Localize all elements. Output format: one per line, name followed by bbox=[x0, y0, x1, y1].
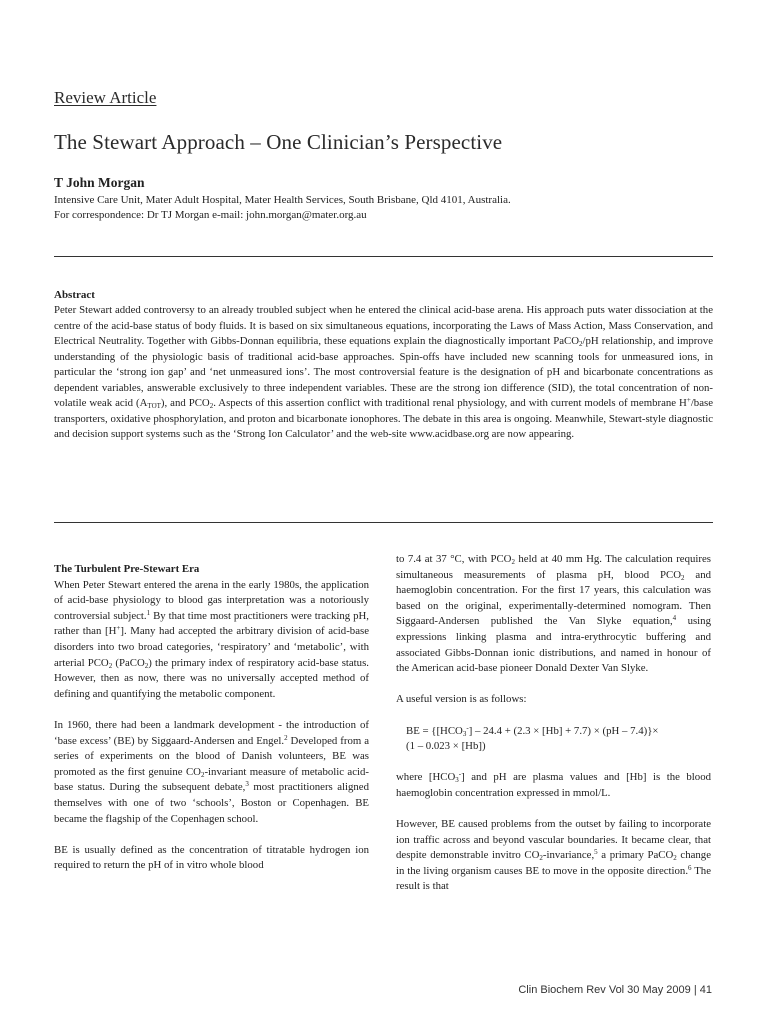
citation-ref: 5 bbox=[594, 848, 598, 857]
text-run: By that time most practitioners were tracking pH, rather than [H bbox=[54, 609, 370, 638]
equation-part: (1 – 0.023 × [Hb]) bbox=[406, 740, 486, 753]
text-run: held at 40 mm Hg. The calculation requires simultaneous measurements of plasma pH, blood PCO bbox=[396, 553, 711, 581]
abstract-text bbox=[54, 303, 713, 443]
subscript: 2 bbox=[539, 854, 543, 863]
text-run: where [HCO bbox=[396, 771, 456, 784]
subscript: 2 bbox=[511, 558, 515, 566]
text-run: using expressions linking plasma and intra-erythrocytic buffering and associated Gibbs-Donnan ionic distributions, and named in honour of the American acid-base pioneer Donald Dexter Van Slyke. bbox=[396, 615, 711, 675]
superscript: + bbox=[116, 624, 121, 633]
subscript: 2 bbox=[673, 854, 677, 863]
paragraph: BE is usually defined as the concentration of titratable hydrogen ion required to return the pH of in vitro whole blood bbox=[54, 843, 369, 872]
paragraph bbox=[396, 817, 711, 895]
right-column bbox=[396, 552, 711, 911]
equation-part: ] – 24.4 + (2.3 × [Hb] + 7.7) × (pH – 7.4)}× bbox=[468, 724, 659, 737]
paragraph bbox=[54, 578, 369, 703]
superscript: + bbox=[686, 396, 691, 404]
text-run: (PaCO bbox=[112, 656, 145, 669]
subscript: 2 bbox=[681, 573, 685, 582]
text-run: change in the living organism causes BE to move in the opposite direction. bbox=[396, 849, 711, 877]
paragraph: A useful version is as follows: bbox=[396, 693, 527, 706]
text-run: However, BE caused problems from the outset by failing to incorporate ion traffic across and beyond vascular boundaries. It became clear, that despite demonstrable invitro CO bbox=[396, 818, 711, 862]
article-title: The Stewart Approach – One Clinician’s Perspective bbox=[54, 130, 503, 154]
subscript: 2 bbox=[108, 661, 113, 670]
equation-part: BE = {[HCO bbox=[406, 724, 463, 737]
bottom-divider bbox=[54, 522, 713, 523]
section-heading: The Turbulent Pre-Stewart Era bbox=[54, 563, 200, 575]
paragraph bbox=[54, 718, 369, 827]
abstract-text-part: /base transporters, oxidative phosphorylation, and proton and bicarbonate ionophores. The debate in this area is ongoing. Meanwhile, Stewart-style diagnostic and decision support systems such as the ‘Strong Ion Calculator’ and the web-site www.acidbase.org are now appearing. bbox=[54, 397, 713, 440]
subscript: 2 bbox=[200, 770, 205, 779]
correspondence-line: For correspondence: Dr TJ Morgan e-mail: john.morgan@mater.org.au bbox=[54, 209, 367, 221]
abstract-text-part: Peter Stewart added controversy to an already troubled subject when he entered the clinical acid-base arena. His approach puts water dissociation at the centre of the acid-base status of body fluids. It is based on six simultaneous equations, incorporating the Laws of Mass Action, Mass Conservation, and Electrical Neutrality. Together with Gibbs-Donnan equilibria, these equations explain the diagnostically important PaCO bbox=[54, 304, 713, 347]
citation-ref: 3 bbox=[245, 780, 249, 789]
citation-ref: 1 bbox=[146, 608, 151, 617]
superscript: - bbox=[466, 723, 469, 732]
text-run: Developed from a series of experiments on the blood of Danish volunteers, BE was promoted as the first genuine CO bbox=[54, 734, 369, 778]
superscript: - bbox=[458, 770, 462, 779]
text-run: -invariant measure of metabolic acid-base status. During the subsequent debate, bbox=[54, 765, 369, 794]
author-affiliation-block bbox=[54, 193, 511, 223]
author-name: T John Morgan bbox=[54, 175, 145, 190]
text-run: When Peter Stewart entered the arena in the early 1980s, the application of acid-base physiology to blood gas interpretation was a notoriously controversial subject. bbox=[54, 578, 369, 622]
affiliation-line: Intensive Care Unit, Mater Adult Hospital, Mater Health Services, South Brisbane, Qld 4101, Australia. bbox=[54, 194, 511, 206]
paragraph bbox=[396, 552, 711, 677]
subscript: 2 bbox=[144, 661, 149, 670]
subscript: 3 bbox=[462, 729, 467, 738]
citation-ref: 2 bbox=[284, 733, 288, 742]
section-label: Review Article bbox=[54, 88, 157, 107]
text-run: most practitioners aligned themselves with one of two ‘schools’, Boston or Copenhagen. BE became the flagship of the Copenhagen school. bbox=[54, 781, 369, 825]
text-run: and haemoglobin concentration. For the first 17 years, this calculation was based on the original, experimentally-determined nomogram. Then Siggaard-Andersen published the Van Slyke equation, bbox=[396, 568, 711, 628]
page-footer: Clin Biochem Rev Vol 30 May 2009 | 41 bbox=[518, 984, 712, 996]
abstract-text-part: . Aspects of this assertion conflict with traditional renal physiology, and with current models of membrane H bbox=[213, 397, 687, 409]
abstract-heading: Abstract bbox=[54, 289, 95, 301]
subscript: TOT bbox=[147, 402, 161, 410]
text-run: to 7.4 at 37 °C, with PCO bbox=[396, 553, 512, 565]
text-run: a primary PaCO bbox=[597, 849, 674, 862]
text-run: ) the primary index of respiratory acid-base status. However, then as now, there was no universally accepted method of defining and quantifying the metabolic component. bbox=[54, 656, 369, 700]
paragraph bbox=[396, 770, 711, 801]
text-run: ]. Many had accepted the arbitrary division of acid-base disorders into two broad categories, ‘respiratory’ and ‘metabolic’, with arterial PCO bbox=[54, 625, 369, 669]
base-excess-equation bbox=[406, 724, 711, 755]
abstract-text-part: ), and PCO bbox=[160, 397, 210, 409]
left-column bbox=[54, 562, 369, 889]
subscript: 2 bbox=[579, 340, 583, 348]
top-divider bbox=[54, 256, 713, 257]
text-run: In 1960, there had been a landmark development - the introduction of ‘base excess’ (BE) by Siggaard-Andersen and Engel. bbox=[54, 718, 369, 747]
subscript: 2 bbox=[209, 402, 214, 410]
text-run: The result is that bbox=[396, 864, 711, 893]
text-run: -invariance, bbox=[542, 849, 595, 862]
abstract-text-part: /pH relationship, and improve understanding of the physiologic basis of traditional acid-base approaches. Spin-offs have included new scanning tools for unmeasured ions, in particular the ‘strong ion gap’ and ‘net unmeasured ions’. The most controversial feature is the designation of pH and bicarbonate concentrations as dependent variables, answerable exclusively to three independent variables. These are the strong ion difference (SID), the total concentration of non-volatile weak acid (A bbox=[54, 335, 713, 409]
abstract-section bbox=[54, 288, 713, 443]
subscript: 3 bbox=[455, 776, 459, 785]
citation-ref: 6 bbox=[688, 863, 692, 872]
text-run: ] and pH are plasma values and [Hb] is the blood haemoglobin concentration expressed in mmol/L. bbox=[396, 771, 712, 799]
citation-ref: 4 bbox=[672, 614, 677, 623]
